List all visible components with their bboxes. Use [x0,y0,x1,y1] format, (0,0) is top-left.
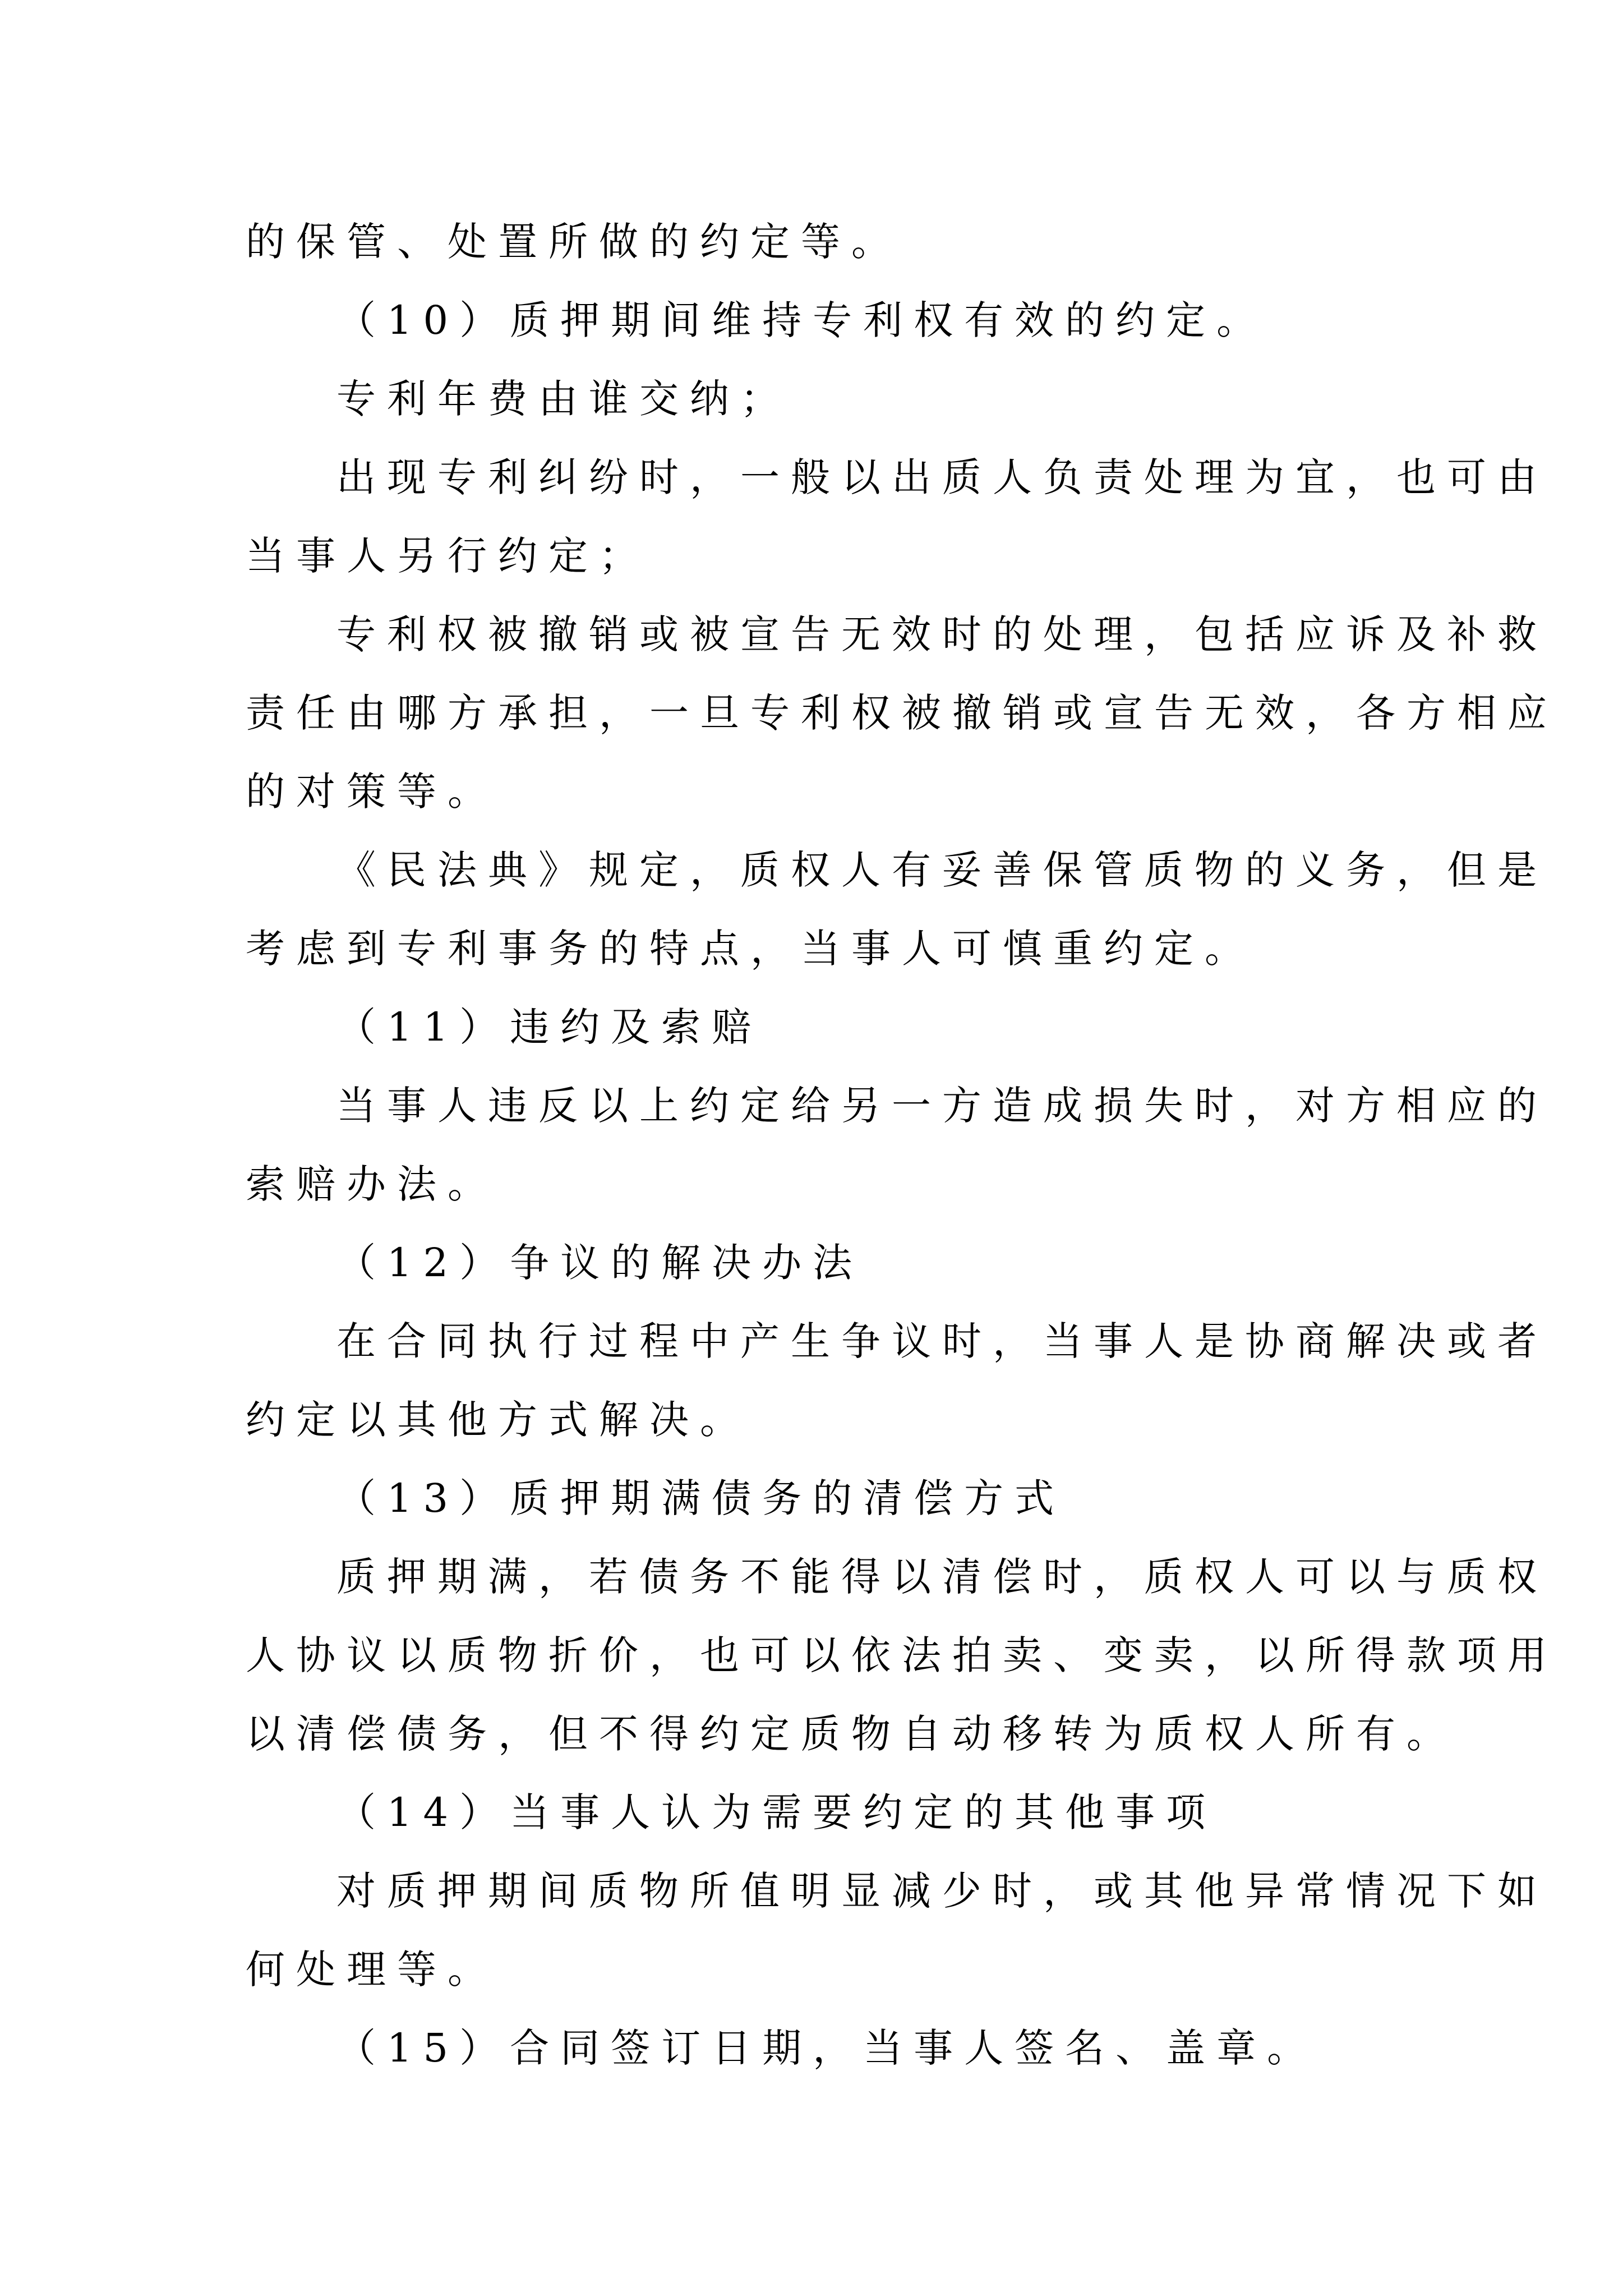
text-line: 责任由哪方承担，一旦专利权被撤销或宣告无效，各方相应 [246,690,1558,736]
text-line: 当事人违反以上约定给另一方造成损失时，对方相应的 [336,1083,1548,1129]
text-line: 的保管、处置所做的约定等。 [246,219,902,265]
text-line: 在合同执行过程中产生争议时，当事人是协商解决或者 [336,1318,1548,1364]
text-line: 专利权被撤销或被宣告无效时的处理，包括应诉及补救 [336,611,1548,657]
text-line: 人协议以质物折价，也可以依法拍卖、变卖，以所得款项用 [246,1632,1558,1678]
text-line: 质押期满，若债务不能得以清偿时，质权人可以与质权 [336,1554,1548,1600]
text-line: （15）合同签订日期，当事人签名、盖章。 [336,2025,1318,2071]
text-line: 专利年费由谁交纳； [336,376,791,422]
text-line: （12）争议的解决办法 [336,1240,864,1286]
text-line: （10）质押期间维持专利权有效的约定。 [336,297,1267,343]
text-line: 何处理等。 [246,1947,498,1993]
text-line: 对质押期间质物所值明显减少时，或其他异常情况下如 [336,1868,1548,1914]
text-line: 以清偿债务，但不得约定质物自动移转为质权人所有。 [246,1711,1457,1757]
text-line: （14）当事人认为需要约定的其他事项 [336,1789,1217,1835]
text-line: 当事人另行约定； [246,533,649,579]
text-line: 出现专利纠纷时，一般以出质人负责处理为宜，也可由 [336,454,1548,500]
text-line: 索赔办法。 [246,1161,498,1207]
text-line: 《民法典》规定，质权人有妥善保管质物的义务，但是 [336,847,1548,893]
text-line: 的对策等。 [246,769,498,815]
text-line: （13）质押期满债务的清偿方式 [336,1475,1066,1521]
text-line: 考虑到专利事务的特点，当事人可慎重约定。 [246,926,1255,972]
text-line: （11）违约及索赔 [336,1004,763,1050]
text-line: 约定以其他方式解决。 [246,1397,750,1443]
